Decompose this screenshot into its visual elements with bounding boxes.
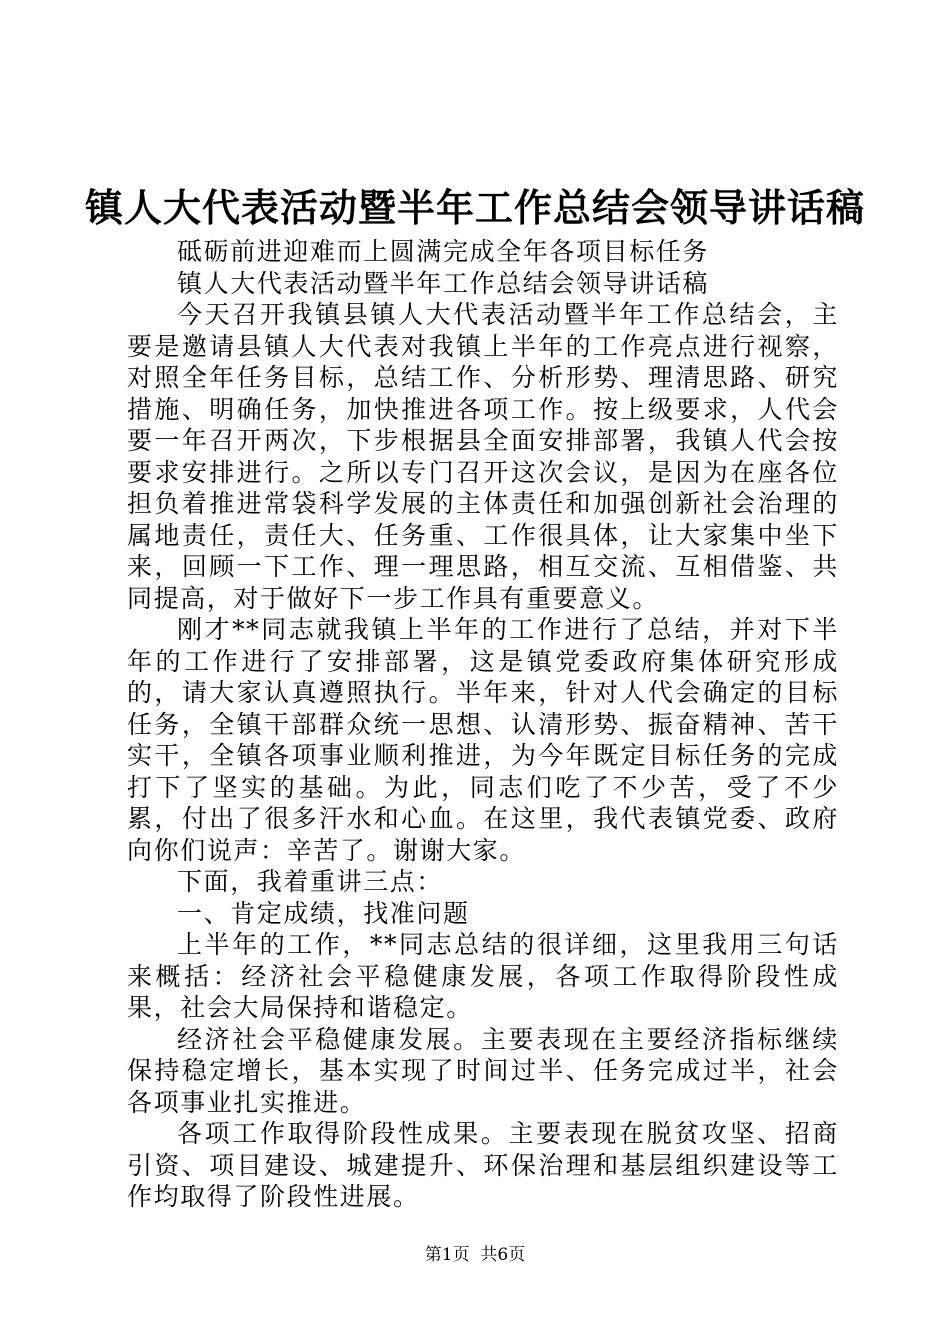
paragraph: 下面，我着重讲三点： <box>177 867 444 896</box>
document-body <box>127 236 839 1213</box>
paragraph: 砥砺前进迎难而上圆满完成全年各项目标任务 <box>177 237 710 266</box>
page-number-footer: 第1页 共6页 <box>424 1245 526 1265</box>
paragraph: 经济社会平稳健康发展。主要表现在主要经济指标继续保持稳定增长，基本实现了时间过半、任务完成过半，社会各项事业扎实推进。 <box>127 1024 839 1117</box>
paragraph: 上半年的工作，**同志总结的很详细，这里我用三句话来概括：经济社会平稳健康发展，各项工作取得阶段性成果，社会大局保持和谐稳定。 <box>127 930 839 1022</box>
paragraph: 各项工作取得阶段性成果。主要表现在脱贫攻坚、招商引资、项目建设、城建提升、环保治理和基层组织建设等工作均取得了阶段性进展。 <box>127 1119 839 1211</box>
paragraph: 今天召开我镇县镇人大代表活动暨半年工作总结会，主要是邀请县镇人大代表对我镇上半年的工作亮点进行视察，对照全年任务目标，总结工作、分析形势、理清思路、研究措施、明确任务，加快推进各项工作。按上级要求，人代会要一年召开两次，下步根据县全面安排部署，我镇人代会按要求安排进行。之所以专门召开这次会议，是因为在座各位担负着推进常袋科学发展的主体责任和加强创新社会治理的属地责任，责任大、任务重、工作很具体，让大家集中坐下来，回顾一下工作、理一理思路，相互交流、互相借鉴、共同提高，对于做好下一步工作具有重要意义。 <box>127 300 839 613</box>
paragraph: 镇人大代表活动暨半年工作总结会领导讲话稿 <box>177 268 710 298</box>
document-title: 镇人大代表活动暨半年工作总结会领导讲话稿 <box>84 185 865 230</box>
paragraph: 刚才**同志就我镇上半年的工作进行了总结，并对下半年的工作进行了安排部署，这是镇党委政府集体研究形成的，请大家认真遵照执行。半年来，针对人代会确定的目标任务，全镇干部群众统一思想、认清形势、振奋精神、苦干实干，全镇各项事业顺利推进，为今年既定目标任务的完成打下了坚实的基础。为此，同志们吃了不少苦，受了不少累，付出了很多汗水和心血。在这里，我代表镇党委、政府向你们说声：辛苦了。谢谢大家。 <box>127 615 839 865</box>
section-heading: 一、肯定成绩，找准问题 <box>177 898 470 928</box>
